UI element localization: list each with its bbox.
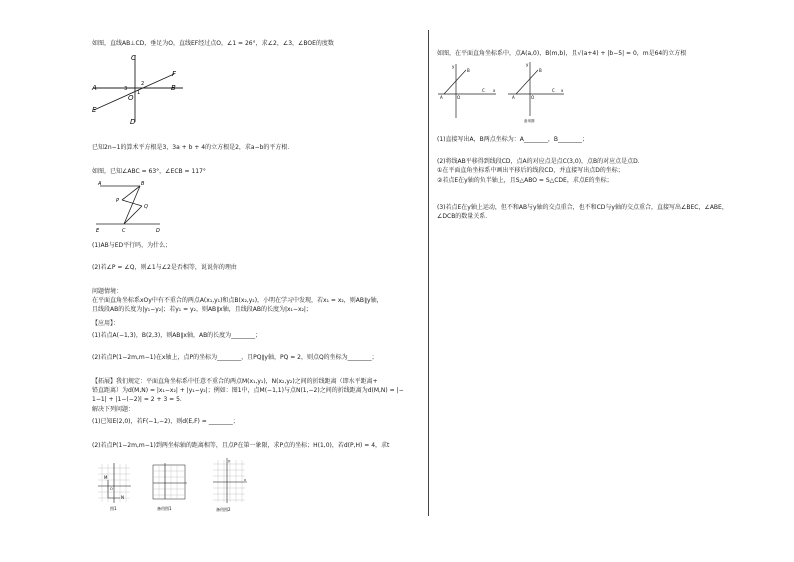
label-p: P	[116, 198, 120, 204]
q4-line: 问题情境：	[92, 288, 123, 295]
point-a-label: A	[440, 95, 443, 100]
point-b-label: B	[539, 68, 542, 73]
q4-line: 且线段AB的长度为|y₁−y₂|；若y₁ = y₂，则AB∥x轴，且线段AB的长度为|x₁−x₂|；	[92, 306, 312, 313]
label-d: D	[130, 118, 136, 126]
label-c: C	[131, 54, 136, 62]
q4-line: 在平面直角坐标系xOy中有不重合的两点A(x₁,y₁)和点B(x₂,y₂)，小明在学习中发现，若x₁ = x₂，则AB∥y轴，	[92, 297, 383, 304]
label-o: O	[128, 94, 134, 102]
grid-caption: 备用图2	[216, 507, 231, 512]
q5-text: 如图，在平面直角坐标系中，点A(a,0)，B(m,b)，且√(a+4) + |b−5| = 0，m是64的立方根	[437, 50, 687, 57]
grid-lines	[213, 460, 245, 502]
segment-ab	[444, 70, 466, 94]
point-c-label: C	[552, 88, 555, 93]
point-c-label: C	[482, 88, 485, 93]
q4-line: 1−1| + |1−(−2)| = 2 + 3 = 5．	[92, 396, 186, 403]
x-label: x	[493, 88, 496, 93]
segment-ab	[516, 70, 538, 94]
grid-lines	[153, 465, 185, 499]
point-b-label: B	[467, 68, 470, 73]
figure-caption: 备用图	[524, 119, 535, 123]
origin-label: O	[531, 95, 535, 100]
label-q: Q	[144, 204, 148, 210]
line-ef	[94, 74, 174, 110]
angle-3-label: 3	[124, 86, 128, 92]
label-f: F	[172, 70, 177, 78]
q5-sub3b: ∠DCB的数量关系．	[437, 213, 492, 220]
q2-text: 已知2n−1的算术平方根是3，3a + b + 4的立方根是2，求a−b的平方根．	[92, 144, 294, 151]
q4-line: 【拓展】我们规定：平面直角坐标系中任意不重合的两点M(x₁,y₁)，N(x₂,y₂)之间的折线距离（即水平距离+	[92, 378, 378, 385]
q4-line: 铅直距离）为d(M,N) = |x₁−x₂| + |y₁−y₂|；例如：图1中，点M(−1,1)与点N(1,−2)之间的折线距离为d(M,N) = |−	[92, 387, 404, 394]
label-e: E	[96, 228, 100, 234]
label-e: E	[92, 106, 97, 114]
point-m-label: M	[104, 475, 108, 480]
q5-figure-1	[436, 60, 500, 122]
column-divider	[428, 30, 429, 516]
q5-sub2c: ②若点E在y轴的负半轴上，且S△ABO = S△CDE，求点E的坐标；	[437, 177, 613, 184]
q4-line: (2)若点P(1−2m,m−1)在x轴上，点P的坐标为________，且PQ∥y轴，PQ = 2，则点Q的坐标为________；	[92, 354, 378, 361]
label-b: B	[141, 181, 145, 187]
q3-text: 如图，已知∠ABC = 63°，∠ECB = 117°	[92, 168, 206, 175]
grid-caption: 图1	[110, 506, 117, 511]
q4-line: 【应用】：	[92, 320, 120, 327]
grid-frame	[153, 465, 185, 499]
angle-1-label: 1	[137, 90, 141, 96]
q5-sub2a: (2)将线AB平移得到线段CD，点A的对应点是点C(3,0)，点B的对应点是点D．	[437, 158, 644, 165]
label-a: A	[92, 84, 97, 92]
point-n-label: N	[121, 495, 124, 500]
q1-figure	[88, 52, 188, 132]
q5-sub2b: ①在平面直角坐标系中画出平移后的线段CD，并直接写出点D的坐标；	[437, 167, 624, 174]
q3-sub2: (2)若∠P = ∠Q，则∠1与∠2是否相等，说说你的理由	[92, 264, 237, 271]
q5-sub1: (1)直接写出A，B两点坐标为：A________，B________；	[437, 136, 588, 143]
grid-figure-1	[96, 462, 134, 512]
q1-text: 如图，直线AB⊥CD，垂足为O，直线EF经过点O，∠1 = 26°，求∠2，∠3，∠BOE的度数	[92, 40, 334, 47]
label-c: C	[122, 228, 126, 234]
q3-sub1: (1)AB与ED平行吗，为什么；	[92, 242, 172, 249]
q4-line: 解决下列问题：	[92, 406, 135, 413]
origin-label: O	[457, 95, 461, 100]
point-a-label: A	[512, 95, 515, 100]
label-d: D	[156, 228, 160, 234]
label-b: B	[171, 84, 176, 92]
grid-figure-3	[210, 456, 250, 514]
q5-figure-2	[506, 58, 566, 124]
q4-line: (1)若点A(−1,3)，B(2,3)，则AB∥x轴，AB的长度为________；	[92, 332, 262, 339]
grid-figure-2	[150, 462, 192, 512]
q3-figure	[94, 180, 164, 236]
x-label: x	[561, 88, 564, 93]
q5-sub3a: (3)若点E在y轴上运动，但不和AB与y轴的交点重合，也不和CD与y轴的交点重合，直接写出∠BEC，∠ABE，	[437, 204, 728, 211]
label-a: A	[98, 181, 102, 187]
origin-label: O	[110, 487, 113, 491]
grid-caption: 备用图1	[157, 506, 172, 511]
x-axis-label: x	[244, 478, 247, 482]
q4-line: (1)已知E(2,0)，若F(−1,−2)，则d(E,F) = ________；	[92, 418, 239, 425]
y-axis-label: y	[228, 459, 231, 463]
q4-line: (2)若点P(1−2m,m−1)到两坐标轴的距离相等，且点P在第一象限，求P点的坐标；H(1,0)，若d(P,H) = 4，求t	[92, 442, 390, 449]
line-qc	[124, 206, 142, 224]
y-label: y	[526, 62, 529, 67]
angle-2-label: 2	[141, 81, 145, 87]
y-label: y	[452, 64, 455, 69]
